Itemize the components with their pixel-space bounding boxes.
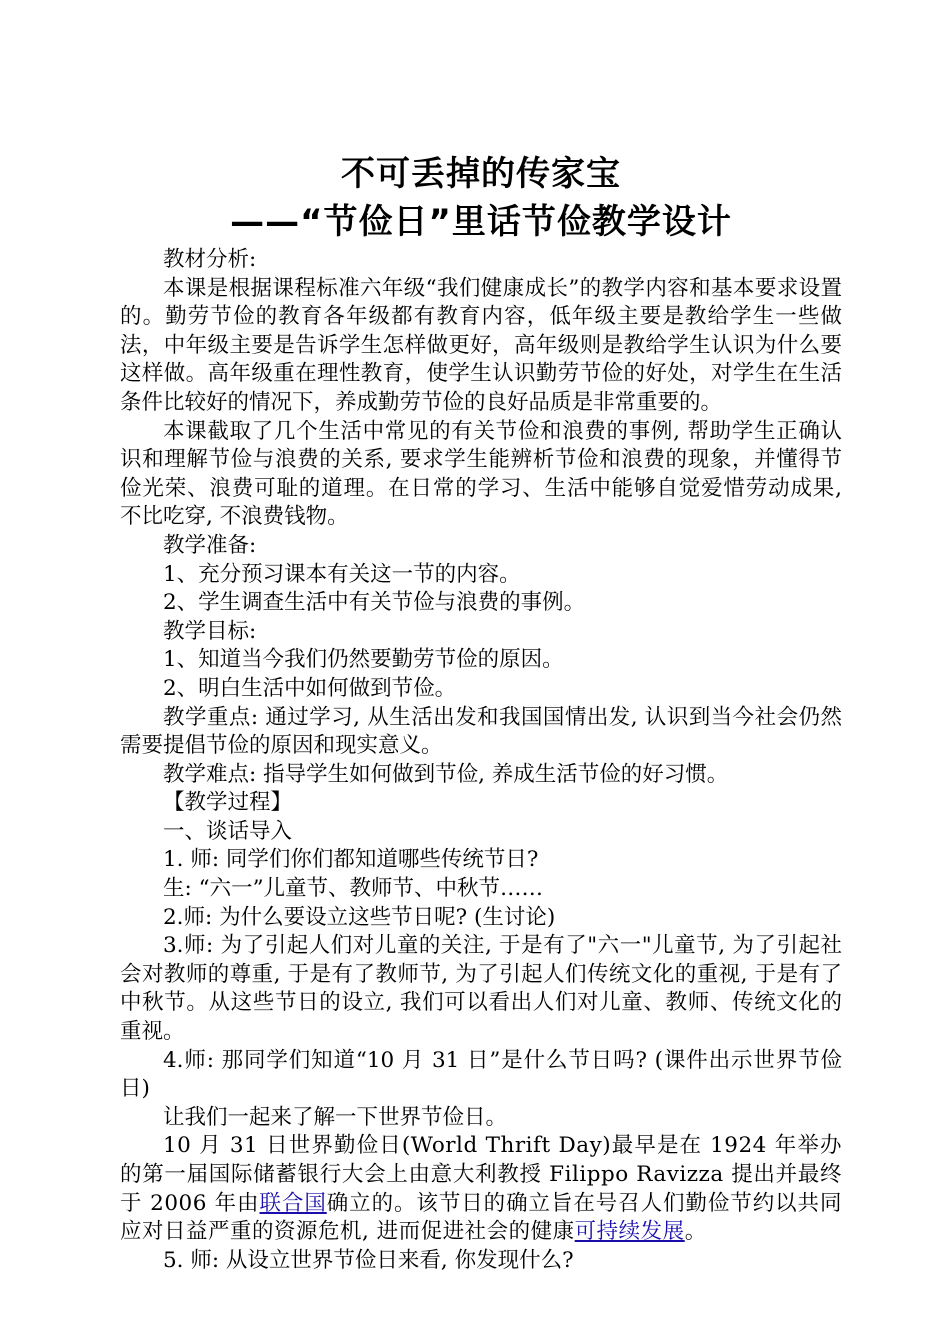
paragraph-materials-2: 本课截取了几个生活中常见的有关节俭和浪费的事例, 帮助学生正确认识和理解节俭与浪费的关系, 要求学生能辨析节俭和浪费的现象，并懂得节俭光荣、浪费可耻的道理。在日常的学习、生活中能够自觉爱惜劳动成果, 不比吃穿, 不浪费钱物。 <box>120 418 842 530</box>
document-title: 不可丢掉的传家宝 <box>341 154 621 194</box>
document-body <box>120 246 842 1275</box>
dialogue-line-4: 3.师: 为了引起人们对儿童的关注, 于是有了"六一"儿童节, 为了引起社会对教师的尊重, 于是有了教师节, 为了引起人们传统文化的重视, 于是有了中秋节。从这些节日的设立, 我们可以看出人们对儿童、教师、传统文化的重视。 <box>120 933 842 1045</box>
document-page <box>120 150 842 1275</box>
section-heading-preparation: 教学准备: <box>163 532 257 558</box>
dialogue-line-6: 让我们一起来了解一下世界节俭日。 <box>163 1104 508 1130</box>
section-heading-goals: 教学目标: <box>163 618 257 644</box>
preparation-item-1: 1、充分预习课本有关这一节的内容。 <box>163 561 521 587</box>
thrift-text-1: 10 月 31 日世界勤俭日(World Thrift Day)最早是在 1924 年举办的第一届国际储蓄银行大会上由意大利教授 Filippo Ravizza 提出并最终于 2006 年由 <box>120 1133 842 1216</box>
dialogue-line-5: 4.师: 那同学们知道“10 月 31 日”是什么节日吗? (课件出示世界节俭日) <box>120 1047 842 1102</box>
link-sustainable-development[interactable]: 可持续发展 <box>574 1219 685 1245</box>
thrift-day-paragraph <box>120 1132 842 1246</box>
dialogue-line-7: 5. 师: 从设立世界节俭日来看, 你发现什么? <box>163 1247 574 1273</box>
dialogue-line-2: 生: “六一”儿童节、教师节、中秋节…… <box>163 876 544 902</box>
dialogue-line-3: 2.师: 为什么要设立这些节日呢? (生讨论) <box>163 904 556 930</box>
goal-item-2: 2、明白生活中如何做到节俭。 <box>163 675 457 701</box>
thrift-text-3: 。 <box>684 1219 707 1245</box>
document-subtitle: ——“节俭日”里话节俭教学设计 <box>230 202 732 242</box>
section-heading-materials: 教材分析: <box>163 247 257 272</box>
link-united-nations[interactable]: 联合国 <box>259 1190 327 1216</box>
goal-item-1: 1、知道当今我们仍然要勤劳节俭的原因。 <box>163 647 564 673</box>
difficult-point: 教学难点: 指导学生如何做到节俭, 养成生活节俭的好习惯。 <box>163 761 729 787</box>
paragraph-materials-1: 本课是根据课程标准六年级“我们健康成长”的教学内容和基本要求设置的。勤劳节俭的教育各年级都有教育内容，低年级主要是教给学生一些做法，中年级主要是告诉学生怎样做更好，高年级则是教给学生认识为什么要这样做。高年级重在理性教育，使学生认识勤劳节俭的好处，对学生在生活条件比较好的情况下，养成勤劳节俭的良好品质是非常重要的。 <box>120 275 842 415</box>
process-step-intro: 一、谈话导入 <box>163 818 293 844</box>
dialogue-line-1: 1. 师: 同学们你们都知道哪些传统节日? <box>163 847 539 873</box>
preparation-item-2: 2、学生调查生活中有关节俭与浪费的事例。 <box>163 590 586 616</box>
thrift-text-2: 确立的。该节日的确立旨在号召人们勤俭节约以共同应对日益严重的资源危机, 进而促进社会的健康 <box>120 1190 842 1245</box>
section-heading-process: 【教学过程】 <box>163 790 293 816</box>
key-point: 教学重点: 通过学习, 从生活出发和我国国情出发, 认识到当今社会仍然需要提倡节俭的原因和现实意义。 <box>120 704 842 759</box>
